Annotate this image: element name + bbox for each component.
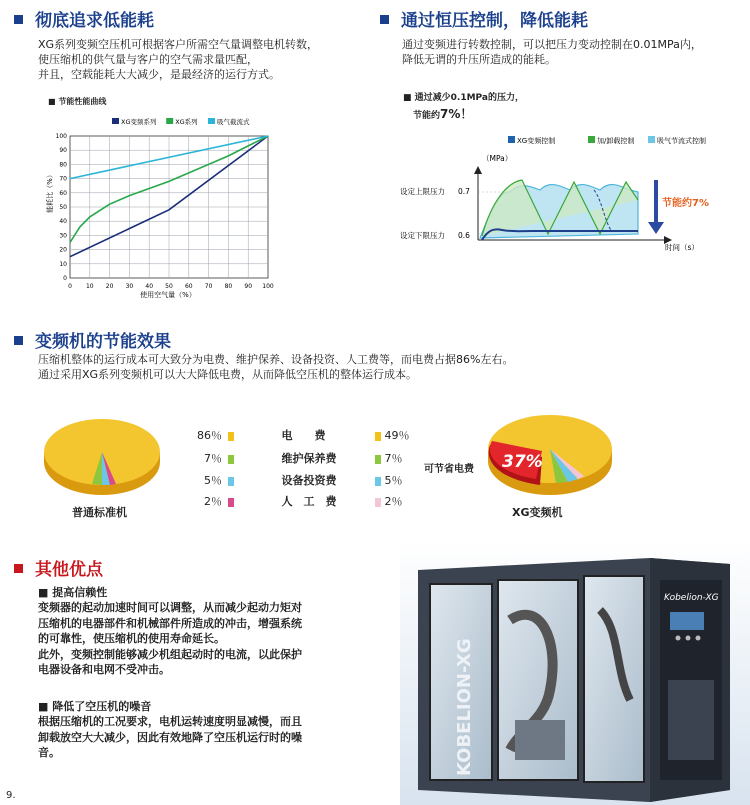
y-axis-arrow-icon <box>474 166 482 174</box>
noise-line: 音。 <box>38 746 60 759</box>
y-axis-label: 能耗比（%） <box>46 171 54 213</box>
reliability-line: 电器设备和电网不受冲击。 <box>38 663 170 676</box>
reliability-line: 变频器的起动加速时间可以调整，从而减少起动力矩对 <box>38 601 302 614</box>
savings-label: 可节省电费 <box>424 464 474 475</box>
reliability-body <box>38 600 302 678</box>
left-value: 2％ <box>204 495 222 508</box>
left-value: 86％ <box>197 429 222 442</box>
control-button-icon <box>676 636 681 641</box>
y-tick-label: 0 <box>63 275 67 282</box>
legend-swatch <box>588 136 595 143</box>
legend-swatch <box>208 118 215 124</box>
legend-label: XG变频控制 <box>517 137 556 145</box>
right-value: 7％ <box>384 452 403 465</box>
square-bullet-icon <box>14 336 23 345</box>
x-tick-label: 60 <box>184 283 193 290</box>
control-button-icon <box>696 636 701 641</box>
swatch <box>375 498 381 507</box>
section1-line: 并且，空载能耗大大减少，是最经济的运行方式。 <box>38 68 280 81</box>
page-number: 9. <box>6 790 16 801</box>
legend-label: 吸气截流式 <box>217 118 250 126</box>
x-tick-label: 40 <box>145 283 154 290</box>
pressure-note: ■ 通过减少0.1MPa的压力， 节能约7%！ <box>403 93 524 121</box>
right-value: 5％ <box>384 474 403 487</box>
xg-machine-pie <box>480 405 620 505</box>
swatch <box>228 498 234 507</box>
x-tick-label: 70 <box>204 283 213 290</box>
down-arrow-icon <box>648 222 664 234</box>
noise-line: 根据压缩机的工况要求，电机运转速度明显减慢，而且 <box>38 715 302 728</box>
y-tick-label: 80 <box>59 161 67 169</box>
legend-label: 加/卸载控制 <box>597 137 635 145</box>
x-tick-label: 0 <box>68 283 72 290</box>
tick-lower: 0.6 <box>458 231 470 240</box>
compressor-machine-image <box>400 540 750 805</box>
swatch <box>375 477 381 486</box>
swatch <box>375 432 381 441</box>
reliability-line: 的可靠性，使压缩机的使用寿命延长。 <box>38 632 225 645</box>
x-tick-label: 10 <box>85 283 94 290</box>
x-tick-label: 30 <box>125 283 134 290</box>
section2-body <box>402 37 702 67</box>
xg-machine-label: XG变频机 <box>512 506 563 519</box>
machine-side-text: KOBELION-XG <box>454 638 475 776</box>
legend-swatch <box>112 118 119 124</box>
legend-swatch <box>648 136 655 143</box>
legend-swatch <box>166 118 173 124</box>
section3-line: 通过采用XG系列变频机可以大大降低电费，从而降低空压机的整体运行成本。 <box>38 368 418 381</box>
tick-name-upper: 设定上限压力 <box>400 187 445 196</box>
tick-name-lower: 设定下限压力 <box>400 231 445 240</box>
row-labor <box>188 493 403 509</box>
section1-title: 彻底追求低能耗 <box>14 6 154 31</box>
x-tick-label: 90 <box>244 283 253 290</box>
energy-curve-label: ■ 节能性能曲线 <box>48 97 107 106</box>
section4-title: 其他优点 <box>14 555 103 580</box>
swatch <box>228 432 234 441</box>
cost-name: 电 费 <box>281 429 326 442</box>
row-electricity <box>188 427 410 443</box>
swatch <box>228 455 234 464</box>
y-unit-label: （MPa） <box>482 154 513 163</box>
section1-line: 使压缩机的供气量与客户的空气需求量匹配， <box>38 53 258 66</box>
front-panel-right <box>584 576 644 782</box>
y-tick-label: 30 <box>59 232 67 240</box>
row-equipment <box>188 472 403 488</box>
legend-swatch <box>508 136 515 143</box>
noise-line: 卸载放空大大减少，因此有效地降了空压机运行时的噪 <box>38 730 302 744</box>
y-tick-label: 20 <box>59 246 67 254</box>
cost-name: 设备投资费 <box>281 474 337 487</box>
y-tick-label: 10 <box>59 260 67 268</box>
x-tick-label: 80 <box>224 283 233 290</box>
section1-body <box>38 37 318 82</box>
square-bullet-icon <box>380 15 389 24</box>
standard-machine-label: 普通标准机 <box>72 506 127 519</box>
control-button-icon <box>686 636 691 641</box>
reliability-line: 压缩机的电器部件和机械部件所造成的冲击，增强系统 <box>38 616 302 630</box>
y-tick-label: 100 <box>55 133 67 140</box>
section2-title: 通过恒压控制，降低能耗 <box>380 6 588 31</box>
vent-grille <box>668 680 714 760</box>
section3-line: 压缩机整体的运行成本可大致分为电费、维护保养、设备投资、人工费等，而电费占据86%左右。 <box>38 353 514 366</box>
saving-arrow-shaft <box>654 180 658 222</box>
left-value: 5％ <box>204 474 222 487</box>
swatch <box>375 455 381 464</box>
y-tick-label: 60 <box>59 189 67 197</box>
section2-line: 降低无谓的升压所造成的能耗。 <box>402 53 556 66</box>
saving-annotation: 节能约7% <box>662 198 709 209</box>
y-tick-label: 50 <box>59 204 67 211</box>
subheading-noise: ■ 降低了空压机的噪音 <box>38 700 152 713</box>
machine-badge: Kobelion-XG <box>664 593 719 603</box>
right-value: 49％ <box>384 429 410 442</box>
y-tick-label: 70 <box>59 175 67 183</box>
display-screen <box>670 612 704 630</box>
x-tick-label: 100 <box>262 283 274 290</box>
savings-value: 37% <box>502 452 543 472</box>
pressure-control-chart <box>398 130 728 260</box>
swatch <box>228 477 234 486</box>
section3-title: 变频机的节能效果 <box>14 327 171 352</box>
standard-machine-pie <box>40 410 170 500</box>
x-tick-label: 20 <box>105 283 114 290</box>
section3-body <box>38 352 513 382</box>
internal-motor <box>515 720 565 760</box>
section1-line: XG系列变频空压机可根据客户所需空气量调整电机转数， <box>38 38 319 51</box>
left-value: 7％ <box>204 452 222 465</box>
legend-label: 吸气节流式控制 <box>657 137 706 145</box>
x-axis-label: 时间（s） <box>665 243 699 252</box>
tick-upper: 0.7 <box>458 187 470 196</box>
row-maintenance <box>188 450 403 466</box>
y-tick-label: 40 <box>59 218 67 226</box>
energy-saving-chart <box>38 112 288 302</box>
right-value: 2％ <box>384 495 403 508</box>
reliability-line: 此外，变频控制能够减少机组起动时的电流，以此保护 <box>38 647 302 661</box>
y-tick-label: 90 <box>59 147 67 155</box>
subheading-reliability: ■ 提高信赖性 <box>38 586 108 599</box>
square-bullet-icon <box>14 15 23 24</box>
x-axis-label: 使用空气量（%） <box>140 291 196 299</box>
x-tick-label: 50 <box>165 283 173 290</box>
cost-name: 维护保养费 <box>281 452 337 465</box>
cost-name: 人 工 费 <box>281 495 337 508</box>
legend-label: XG系列 <box>175 118 198 126</box>
noise-body <box>38 714 302 761</box>
square-bullet-icon <box>14 564 23 573</box>
legend-label: XG变频系列 <box>121 118 157 126</box>
section2-line: 通过变频进行转数控制，可以把压力变动控制在0.01MPa内， <box>402 38 702 51</box>
